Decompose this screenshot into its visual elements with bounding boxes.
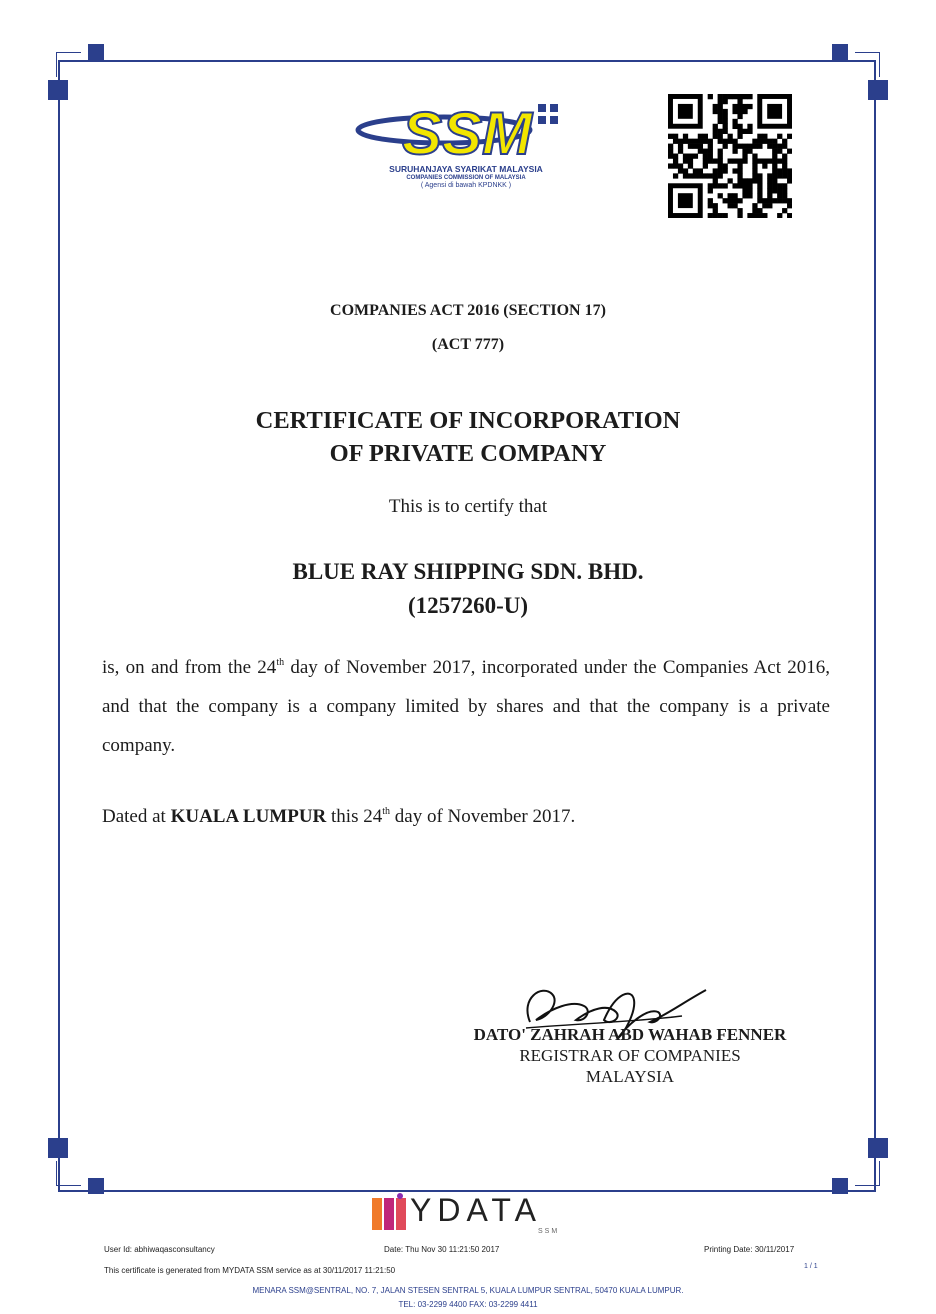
mydata-brand-text: YDATA xyxy=(410,1192,542,1228)
org-name-english: COMPANIES COMMISSION OF MALAYSIA xyxy=(406,174,526,181)
footer-address: MENARA SSM@SENTRAL, NO. 7, JALAN STESEN SENTRAL 5, KUALA LUMPUR SENTRAL, 50470 KUALA LUMPUR. xyxy=(252,1286,684,1295)
company-number: (1257260-U) xyxy=(407,593,529,618)
dated-suffix: day of November 2017. xyxy=(390,806,576,827)
page-indicator: 1 / 1 xyxy=(804,1263,818,1270)
dated-place: KUALA LUMPUR xyxy=(170,806,327,827)
corner-ornament-top-left xyxy=(48,44,104,100)
mydata-m-icon xyxy=(372,1192,408,1232)
signatory-title: REGISTRAR OF COMPANIES xyxy=(519,1046,741,1065)
org-name-malay: SURUHANJAYA SYARIKAT MALAYSIA xyxy=(389,164,543,174)
qr-code xyxy=(668,94,792,218)
act-reference: COMPANIES ACT 2016 (SECTION 17) xyxy=(330,302,606,319)
dated-mid: this 24 xyxy=(326,806,383,827)
certify-text: This is to certify that xyxy=(388,496,548,517)
statement-sup: th xyxy=(276,657,285,668)
incorporation-statement xyxy=(102,648,830,765)
corner-ornament-bottom-left xyxy=(48,1138,104,1194)
mydata-brand-sub: SSM xyxy=(538,1228,560,1235)
generated-note: This certificate is generated from MYDATA SSM service as at 30/11/2017 11:21:50 xyxy=(104,1266,396,1275)
company-block xyxy=(0,555,936,623)
certificate-title xyxy=(0,404,936,470)
signatory-country: MALAYSIA xyxy=(585,1067,675,1086)
corner-ornament-top-right xyxy=(832,44,888,100)
dated-sup: th xyxy=(382,806,391,817)
footer-contact: TEL: 03-2299 4400 FAX: 03-2299 4411 xyxy=(398,1300,538,1309)
signatory-block xyxy=(430,1024,830,1087)
dated-line xyxy=(102,806,575,828)
certificate-title-line2: OF PRIVATE COMPANY xyxy=(329,440,607,467)
generation-date: Date: Thu Nov 30 11:21:50 2017 xyxy=(384,1245,500,1254)
ssm-logo-text: SSM xyxy=(402,100,533,164)
corner-ornament-bottom-right xyxy=(832,1138,888,1194)
certificate-title-line1: CERTIFICATE OF INCORPORATION xyxy=(255,407,681,434)
ssm-logo xyxy=(352,92,580,191)
act-number: (ACT 777) xyxy=(431,336,505,353)
company-name: BLUE RAY SHIPPING SDN. BHD. xyxy=(292,559,644,584)
user-id: User Id: abhiwaqasconsultancy xyxy=(104,1245,215,1254)
agency-note: ( Agensi di bawah KPDNKK ) xyxy=(420,182,512,190)
statement-part1: is, on and from the 24 xyxy=(102,657,277,678)
dated-prefix: Dated at xyxy=(102,806,171,827)
printing-date: Printing Date: 30/11/2017 xyxy=(704,1245,795,1254)
certificate-border xyxy=(58,60,876,1192)
mydata-logo xyxy=(372,1192,582,1240)
signatory-name: DATO' ZAHRAH ABD WAHAB FENNER xyxy=(473,1025,787,1044)
statement-part2: day of November 2017, incorporated under the Companies Act 2016, and that the company is a company limited by shares and that the company is a private company. xyxy=(102,657,830,756)
